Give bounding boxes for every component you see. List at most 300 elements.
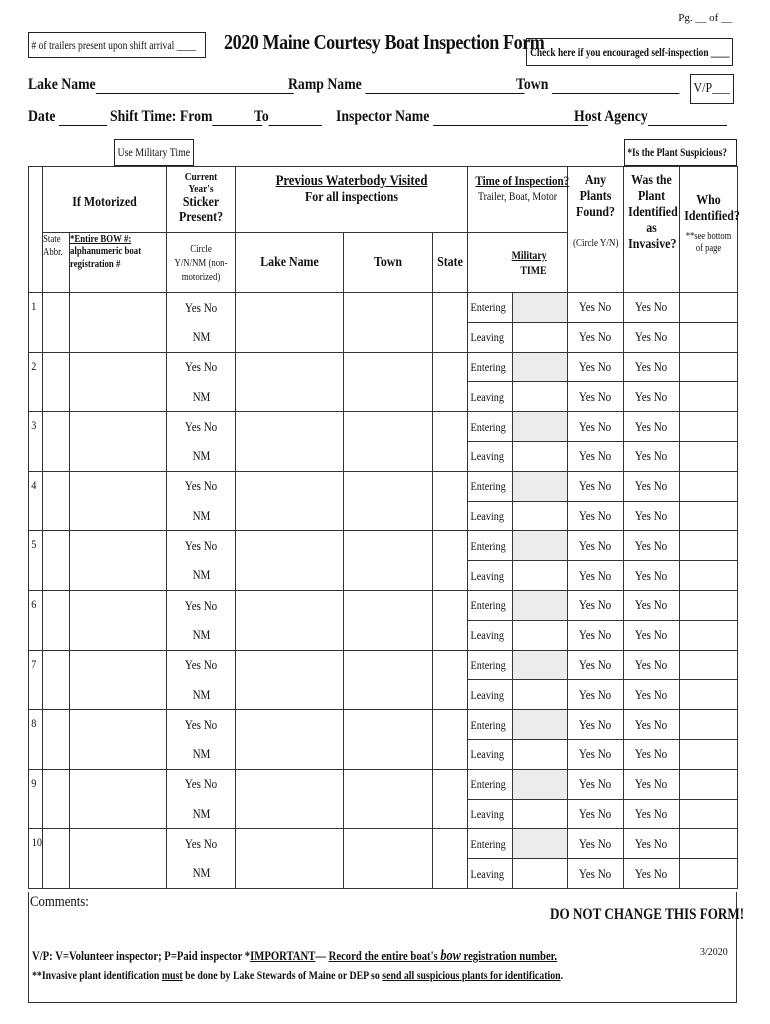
invasive-leaving-cell[interactable]: [624, 322, 680, 352]
entering-label-cell: [468, 829, 513, 859]
sticker-nm-cell[interactable]: [167, 859, 236, 889]
plants-found-leaving-cell[interactable]: [568, 799, 624, 829]
footer-invasive-text: **Invasive plant identification: [32, 968, 162, 982]
who-identified-leaving-cell[interactable]: [680, 680, 738, 710]
prev-state-cell[interactable]: [433, 293, 468, 353]
entering-time-cell[interactable]: [513, 412, 568, 442]
invasive-leaving: Yes No: [635, 507, 668, 523]
leaving-label-cell: [468, 739, 513, 769]
plants-found-entering-cell[interactable]: [568, 293, 624, 323]
table-row: [29, 829, 738, 859]
footer-line-1: [32, 948, 557, 965]
table-row: [29, 471, 738, 501]
host-agency-field[interactable]: [574, 108, 727, 126]
invasive-entering-cell[interactable]: [624, 471, 680, 501]
invasive-leaving-cell[interactable]: [624, 501, 680, 531]
bow-number-cell[interactable]: [70, 590, 167, 650]
sticker-yes-no-cell[interactable]: [167, 650, 236, 680]
entering-time-cell[interactable]: [513, 590, 568, 620]
plants-found-entering: Yes No: [579, 656, 612, 672]
leaving-label: Leaving: [470, 568, 504, 583]
invasive-entering-cell[interactable]: [624, 352, 680, 382]
invasive-leaving: Yes No: [635, 627, 668, 643]
footer-record-text: Record the entire boat's: [328, 948, 441, 963]
bow-number-cell[interactable]: [70, 412, 167, 472]
entering-label: Entering: [470, 479, 506, 494]
town-field[interactable]: [516, 76, 679, 94]
invasive-entering-cell[interactable]: [624, 710, 680, 740]
leaving-label: Leaving: [470, 628, 504, 643]
invasive-entering-cell[interactable]: [624, 293, 680, 323]
plant-suspicious-note: [624, 139, 737, 166]
prev-town-label: Town: [373, 254, 402, 270]
shift-from-label: Shift Time: From: [110, 108, 213, 125]
see-bottom-label: **see bottom of page: [685, 231, 732, 254]
plant-suspicious-label: *Is the Plant Suspicious?: [627, 145, 727, 159]
plants-found-leaving-cell[interactable]: [568, 680, 624, 710]
state-abbr-cell[interactable]: [43, 650, 70, 710]
comments-label: Comments:: [30, 894, 89, 910]
plants-found-entering-cell[interactable]: [568, 412, 624, 442]
who-identified-leaving-cell[interactable]: [680, 561, 738, 591]
invasive-entering: Yes No: [635, 835, 668, 851]
who-identified-entering-cell[interactable]: [680, 352, 738, 382]
prev-town-cell[interactable]: [344, 531, 433, 591]
row-number: 2: [31, 358, 37, 373]
prev-town-cell[interactable]: [344, 769, 433, 829]
ramp-name-field[interactable]: [288, 76, 524, 94]
entering-label-cell: [468, 590, 513, 620]
plants-found-leaving-cell[interactable]: [568, 382, 624, 412]
prev-town-cell[interactable]: [344, 650, 433, 710]
prev-lake-name-cell[interactable]: [236, 650, 344, 710]
prev-state-cell[interactable]: [433, 769, 468, 829]
row-number-header: [29, 167, 43, 293]
prev-state-cell[interactable]: [433, 710, 468, 770]
who-identified-entering-cell[interactable]: [680, 412, 738, 442]
plants-found-leaving-cell[interactable]: [568, 859, 624, 889]
prev-town-cell[interactable]: [344, 710, 433, 770]
row-number-cell: [29, 710, 43, 770]
invasive-entering-cell[interactable]: [624, 590, 680, 620]
who-identified-entering-cell[interactable]: [680, 769, 738, 799]
footer-line-2: [32, 968, 563, 983]
shift-to-label: To: [254, 108, 269, 125]
invasive-leaving-cell[interactable]: [624, 799, 680, 829]
self-inspection-label: Check here if you encouraged self-inspection ____: [530, 45, 730, 59]
state-abbr-cell[interactable]: [43, 590, 70, 650]
entering-label-cell: [468, 471, 513, 501]
invasive-entering-cell[interactable]: [624, 650, 680, 680]
row-number-cell: [29, 531, 43, 591]
plants-found-entering: Yes No: [579, 776, 612, 792]
plants-found-entering: Yes No: [579, 716, 612, 732]
sticker-circle-header: [167, 233, 236, 293]
plants-found-entering: Yes No: [579, 537, 612, 553]
who-identified-entering-cell[interactable]: [680, 710, 738, 740]
prev-state-cell[interactable]: [433, 650, 468, 710]
row-number-cell: [29, 471, 43, 531]
plants-found-entering-cell[interactable]: [568, 829, 624, 859]
any-plants-label: Any Plants Found?: [575, 173, 616, 220]
plants-found-leaving-cell[interactable]: [568, 322, 624, 352]
leaving-time-cell[interactable]: [513, 322, 568, 352]
military-time-label: Use Military Time: [117, 145, 191, 159]
who-identified-entering-cell[interactable]: [680, 293, 738, 323]
invasive-leaving-cell[interactable]: [624, 739, 680, 769]
row-number: 5: [31, 537, 37, 552]
sticker-yes-no-cell[interactable]: [167, 352, 236, 382]
invasive-entering: Yes No: [635, 597, 668, 613]
sticker-yes-no-cell[interactable]: [167, 412, 236, 442]
time-label: TIME: [520, 262, 547, 277]
state-abbr-cell[interactable]: [43, 471, 70, 531]
ramp-name-label: Ramp Name: [288, 76, 362, 93]
bow-label-line2: alphanumeric boat registration #: [70, 245, 142, 270]
bow-number-cell[interactable]: [70, 650, 167, 710]
prev-state-cell[interactable]: [433, 412, 468, 472]
leaving-time-cell[interactable]: [513, 739, 568, 769]
entering-time-cell[interactable]: [513, 471, 568, 501]
sticker-nm: NM: [192, 686, 210, 702]
state-abbr-header: [43, 233, 70, 293]
page-number: Pg. __ of __: [678, 12, 732, 24]
lake-name-field[interactable]: [28, 76, 293, 94]
sticker-circle-label: Circle Y/N/NM (non-motorized): [174, 242, 228, 283]
sticker-yes-no: Yes No: [184, 299, 218, 315]
date-blank[interactable]: [59, 111, 107, 126]
who-identified-leaving-cell[interactable]: [680, 382, 738, 412]
table-row: [29, 650, 738, 680]
leaving-label: Leaving: [470, 806, 504, 821]
plants-found-leaving-cell[interactable]: [568, 501, 624, 531]
bow-number-cell[interactable]: [70, 829, 167, 889]
invasive-leaving: Yes No: [635, 686, 668, 702]
leaving-label-cell: [468, 441, 513, 471]
prev-town-cell[interactable]: [344, 412, 433, 472]
prev-waterbody-label: Previous Waterbody Visited: [275, 173, 428, 189]
who-identified-entering-cell[interactable]: [680, 590, 738, 620]
sticker-nm: NM: [192, 388, 210, 404]
plants-found-entering-cell[interactable]: [568, 590, 624, 620]
state-abbr-cell[interactable]: [43, 293, 70, 353]
prev-town-cell[interactable]: [344, 352, 433, 412]
row-number-cell: [29, 769, 43, 829]
invasive-entering-cell[interactable]: [624, 412, 680, 442]
plants-found-entering-cell[interactable]: [568, 352, 624, 382]
entering-time-cell[interactable]: [513, 829, 568, 859]
prev-state-label: State: [437, 254, 463, 270]
leaving-label: Leaving: [470, 449, 504, 464]
plants-found-leaving: Yes No: [579, 805, 612, 821]
sticker-nm-cell[interactable]: [167, 739, 236, 769]
invasive-leaving: Yes No: [635, 805, 668, 821]
sticker-yes-no-cell[interactable]: [167, 769, 236, 799]
military-time-note: [114, 139, 194, 166]
footer-important: IMPORTANT: [250, 948, 316, 963]
inspection-table: [28, 166, 738, 889]
row-number: 7: [31, 656, 37, 671]
sticker-nm-cell[interactable]: [167, 382, 236, 412]
who-identified-entering-cell[interactable]: [680, 650, 738, 680]
invasive-leaving-cell[interactable]: [624, 859, 680, 889]
date-field[interactable]: [28, 108, 107, 126]
host-agency-blank[interactable]: [648, 111, 727, 126]
sticker-yes-no: Yes No: [184, 835, 218, 851]
sticker-line2: Sticker Present?: [178, 195, 224, 225]
lake-name-blank[interactable]: [96, 79, 294, 94]
plants-found-leaving-cell[interactable]: [568, 739, 624, 769]
entering-time-cell[interactable]: [513, 650, 568, 680]
plants-found-entering-cell[interactable]: [568, 710, 624, 740]
prev-state-cell[interactable]: [433, 471, 468, 531]
who-identified-entering-cell[interactable]: [680, 829, 738, 859]
plants-found-entering: Yes No: [579, 418, 612, 434]
leaving-time-cell[interactable]: [513, 859, 568, 889]
who-identified-leaving-cell[interactable]: [680, 501, 738, 531]
prev-lake-name-cell[interactable]: [236, 531, 344, 591]
state-abbr-label: State Abbr.: [43, 233, 63, 258]
shift-from-field[interactable]: [110, 108, 262, 126]
invasive-leaving-cell[interactable]: [624, 561, 680, 591]
leaving-time-cell[interactable]: [513, 561, 568, 591]
row-number-cell: [29, 293, 43, 353]
prev-town-cell[interactable]: [344, 471, 433, 531]
leaving-time-cell[interactable]: [513, 382, 568, 412]
for-all-label: For all inspections: [304, 190, 398, 205]
inspector-field[interactable]: [336, 108, 588, 126]
invasive-leaving-cell[interactable]: [624, 441, 680, 471]
leaving-label-cell: [468, 382, 513, 412]
invasive-header: [624, 167, 680, 293]
entering-time-cell[interactable]: [513, 531, 568, 561]
sticker-nm: NM: [192, 805, 210, 821]
who-identified-leaving-cell[interactable]: [680, 322, 738, 352]
row-number-cell: [29, 412, 43, 472]
state-abbr-cell[interactable]: [43, 829, 70, 889]
self-inspection-box[interactable]: [526, 38, 733, 66]
entering-time-cell[interactable]: [513, 769, 568, 799]
shift-to-field[interactable]: [254, 108, 322, 126]
prev-state-cell[interactable]: [433, 531, 468, 591]
entering-label: Entering: [470, 717, 506, 732]
bow-number-cell[interactable]: [70, 531, 167, 591]
if-motorized-label: If Motorized: [72, 195, 137, 210]
sticker-nm-cell[interactable]: [167, 620, 236, 650]
entering-time-cell[interactable]: [513, 293, 568, 323]
row-number: 3: [31, 418, 37, 433]
vp-box[interactable]: [690, 74, 734, 104]
invasive-leaving-cell[interactable]: [624, 382, 680, 412]
row-number: 4: [31, 477, 37, 492]
row-number-cell: [29, 352, 43, 412]
invasive-entering: Yes No: [635, 716, 668, 732]
plants-found-leaving: Yes No: [579, 507, 612, 523]
leaving-label: Leaving: [470, 330, 504, 345]
prev-lake-name-cell[interactable]: [236, 471, 344, 531]
prev-state-cell[interactable]: [433, 829, 468, 889]
plants-found-entering-cell[interactable]: [568, 531, 624, 561]
invasive-entering: Yes No: [635, 537, 668, 553]
sticker-nm: NM: [192, 448, 210, 464]
entering-label: Entering: [470, 598, 506, 613]
who-identified-leaving-cell[interactable]: [680, 859, 738, 889]
bow-number-cell[interactable]: [70, 769, 167, 829]
prev-state-cell[interactable]: [433, 352, 468, 412]
do-not-change-notice: DO NOT CHANGE THIS FORM!: [550, 906, 745, 923]
invasive-entering: Yes No: [635, 358, 668, 374]
entering-label: Entering: [470, 359, 506, 374]
row-number: 8: [31, 716, 37, 731]
sticker-yes-no-cell[interactable]: [167, 829, 236, 859]
leaving-label-cell: [468, 501, 513, 531]
entering-time-cell[interactable]: [513, 352, 568, 382]
sticker-nm-cell[interactable]: [167, 501, 236, 531]
prev-lake-name-cell[interactable]: [236, 769, 344, 829]
who-identified-label: Who Identified?: [684, 193, 740, 224]
invasive-entering-cell[interactable]: [624, 769, 680, 799]
leaving-label-cell: [468, 859, 513, 889]
who-identified-entering-cell[interactable]: [680, 531, 738, 561]
row-number-cell: [29, 829, 43, 889]
sticker-yes-no-cell[interactable]: [167, 293, 236, 323]
bow-label-line1: *Entire BOW #:: [70, 233, 132, 245]
invasive-leaving-cell[interactable]: [624, 620, 680, 650]
invasive-entering: Yes No: [635, 299, 668, 315]
who-identified-leaving-cell[interactable]: [680, 441, 738, 471]
row-number-cell: [29, 590, 43, 650]
leaving-time-cell[interactable]: [513, 441, 568, 471]
prev-lake-name-cell[interactable]: [236, 352, 344, 412]
bow-number-cell[interactable]: [70, 293, 167, 353]
leaving-label-cell: [468, 680, 513, 710]
prev-lake-name-cell[interactable]: [236, 412, 344, 472]
trailers-count-box[interactable]: [28, 32, 206, 58]
entering-label-cell: [468, 769, 513, 799]
entering-label: Entering: [470, 836, 506, 851]
sticker-nm-cell[interactable]: [167, 680, 236, 710]
inspector-blank[interactable]: [433, 111, 588, 126]
sticker-nm: NM: [192, 746, 210, 762]
who-identified-entering-cell[interactable]: [680, 471, 738, 501]
invasive-leaving: Yes No: [635, 567, 668, 583]
invasive-entering: Yes No: [635, 418, 668, 434]
prev-town-header: [344, 233, 433, 293]
leaving-time-cell[interactable]: [513, 680, 568, 710]
sticker-yes-no: Yes No: [184, 538, 218, 554]
prev-waterbody-header: [236, 167, 468, 233]
time-of-inspection-label: Time of Inspection?: [475, 173, 570, 188]
invasive-leaving: Yes No: [635, 746, 668, 762]
bow-number-cell[interactable]: [70, 471, 167, 531]
entering-label-cell: [468, 412, 513, 442]
entering-time-cell[interactable]: [513, 710, 568, 740]
state-abbr-cell[interactable]: [43, 710, 70, 770]
sticker-yes-no-cell[interactable]: [167, 590, 236, 620]
leaving-time-cell[interactable]: [513, 501, 568, 531]
prev-town-cell[interactable]: [344, 829, 433, 889]
prev-state-cell[interactable]: [433, 590, 468, 650]
sticker-nm-cell[interactable]: [167, 322, 236, 352]
state-abbr-cell[interactable]: [43, 352, 70, 412]
entering-label: Entering: [470, 777, 506, 792]
invasive-entering-cell[interactable]: [624, 531, 680, 561]
prev-lake-name-cell[interactable]: [236, 710, 344, 770]
entering-label: Entering: [470, 657, 506, 672]
sticker-nm: NM: [192, 626, 210, 642]
sticker-yes-no-cell[interactable]: [167, 531, 236, 561]
plants-found-leaving-cell[interactable]: [568, 441, 624, 471]
shift-to-blank[interactable]: [269, 111, 322, 126]
sticker-yes-no: Yes No: [184, 716, 218, 732]
prev-lake-name-cell[interactable]: [236, 293, 344, 353]
prev-town-cell[interactable]: [344, 293, 433, 353]
table-row: [29, 352, 738, 382]
leaving-time-cell[interactable]: [513, 799, 568, 829]
time-of-inspection-header: [468, 167, 568, 233]
invasive-leaving: Yes No: [635, 865, 668, 881]
sticker-nm: NM: [192, 567, 210, 583]
town-blank[interactable]: [552, 79, 679, 94]
table-row: [29, 710, 738, 740]
plants-found-entering-cell[interactable]: [568, 769, 624, 799]
lake-name-label: Lake Name: [28, 76, 96, 93]
prev-town-cell[interactable]: [344, 590, 433, 650]
prev-lake-name-cell[interactable]: [236, 829, 344, 889]
sticker-nm-cell[interactable]: [167, 441, 236, 471]
state-abbr-cell[interactable]: [43, 531, 70, 591]
who-identified-leaving-cell[interactable]: [680, 620, 738, 650]
who-identified-leaving-cell[interactable]: [680, 799, 738, 829]
footer-send-text: send all suspicious plants for identification: [382, 968, 561, 982]
plants-found-leaving: Yes No: [579, 686, 612, 702]
any-plants-header: [568, 167, 624, 293]
sticker-header: [167, 167, 236, 233]
military-time-header: [468, 233, 568, 293]
leaving-time-cell[interactable]: [513, 620, 568, 650]
plants-found-entering-cell[interactable]: [568, 650, 624, 680]
invasive-entering: Yes No: [635, 478, 668, 494]
state-abbr-cell[interactable]: [43, 769, 70, 829]
town-label: Town: [516, 76, 549, 93]
leaving-label: Leaving: [470, 508, 504, 523]
bow-number-cell[interactable]: [70, 710, 167, 770]
leaving-label: Leaving: [470, 389, 504, 404]
sticker-yes-no-cell[interactable]: [167, 710, 236, 740]
invasive-entering-cell[interactable]: [624, 829, 680, 859]
table-row: [29, 412, 738, 442]
sticker-nm: NM: [192, 865, 210, 881]
entering-label-cell: [468, 710, 513, 740]
plants-found-entering: Yes No: [579, 597, 612, 613]
invasive-entering: Yes No: [635, 656, 668, 672]
sticker-yes-no: Yes No: [184, 478, 218, 494]
ramp-name-blank[interactable]: [365, 79, 524, 94]
plants-found-entering-cell[interactable]: [568, 471, 624, 501]
state-abbr-cell[interactable]: [43, 412, 70, 472]
prev-lake-name-cell[interactable]: [236, 590, 344, 650]
footer-dash: —: [315, 948, 329, 963]
sticker-nm-cell[interactable]: [167, 799, 236, 829]
sticker-yes-no-cell[interactable]: [167, 471, 236, 501]
plants-found-leaving-cell[interactable]: [568, 561, 624, 591]
plants-found-leaving-cell[interactable]: [568, 620, 624, 650]
sticker-nm-cell[interactable]: [167, 561, 236, 591]
invasive-leaving-cell[interactable]: [624, 680, 680, 710]
who-identified-leaving-cell[interactable]: [680, 739, 738, 769]
leaving-label: Leaving: [470, 747, 504, 762]
bow-number-cell[interactable]: [70, 352, 167, 412]
